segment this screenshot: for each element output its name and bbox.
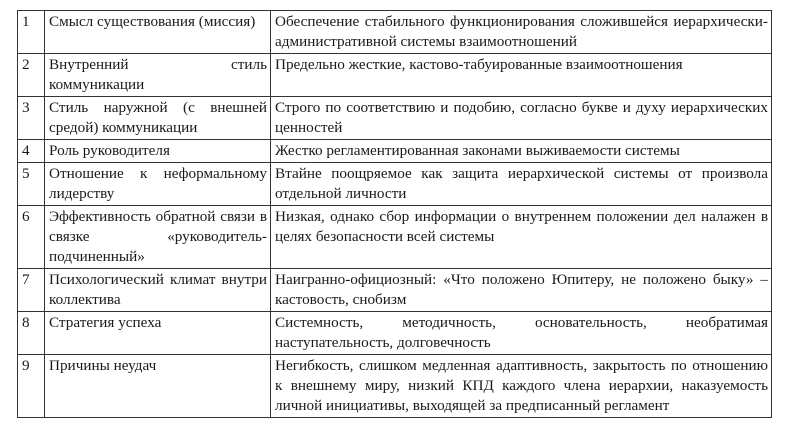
- row-parameter: Причины неудач: [45, 355, 271, 418]
- row-parameter: Эффективность обратной связи в связке «руководитель-подчиненный»: [45, 206, 271, 269]
- row-description: Низкая, однако сбор информации о внутреннем положении дел налажен в целях безопасности всей системы: [271, 206, 772, 269]
- row-description: Наигранно-официозный: «Что положено Юпитеру, не положено быку» – кастовость, снобизм: [271, 269, 772, 312]
- row-number: 9: [18, 355, 45, 418]
- row-number: 1: [18, 11, 45, 54]
- row-number: 8: [18, 312, 45, 355]
- row-description: Негибкость, слишком медленная адаптивность, закрытость по отношению к внешнему миру, низкий КПД каждого члена иерархии, наказуемость личной инициативы, выходящей за предписанный регламент: [271, 355, 772, 418]
- row-parameter: Роль руководителя: [45, 140, 271, 163]
- table-row: [18, 269, 772, 312]
- table-row: [18, 97, 772, 140]
- row-number: 2: [18, 54, 45, 97]
- row-parameter: Стратегия успеха: [45, 312, 271, 355]
- row-parameter: Отношение к неформальному лидерству: [45, 163, 271, 206]
- row-number: 4: [18, 140, 45, 163]
- characteristics-table: [17, 10, 772, 418]
- row-parameter: Стиль наружной (с внешней средой) коммуникации: [45, 97, 271, 140]
- row-parameter: Смысл существования (миссия): [45, 11, 271, 54]
- table-row: [18, 54, 772, 97]
- row-number: 5: [18, 163, 45, 206]
- row-number: 6: [18, 206, 45, 269]
- row-parameter: Внутренний стиль коммуникации: [45, 54, 271, 97]
- row-description: Строго по соответствию и подобию, согласно букве и духу иерархических ценностей: [271, 97, 772, 140]
- row-description: Предельно жесткие, кастово-табуированные взаимоотношения: [271, 54, 772, 97]
- row-description: Жестко регламентированная законами выживаемости системы: [271, 140, 772, 163]
- table-row: [18, 206, 772, 269]
- table-row: [18, 163, 772, 206]
- row-parameter: Психологический климат внутри коллектива: [45, 269, 271, 312]
- row-description: Обеспечение стабильного функционирования сложившейся иерархически-административной системы взаимоотношений: [271, 11, 772, 54]
- table-row: [18, 140, 772, 163]
- row-number: 7: [18, 269, 45, 312]
- row-description: Системность, методичность, основательность, необратимая наступательность, долговечность: [271, 312, 772, 355]
- row-number: 3: [18, 97, 45, 140]
- row-description: Втайне поощряемое как защита иерархической системы от произвола отдельной личности: [271, 163, 772, 206]
- table-row: [18, 11, 772, 54]
- table-row: [18, 355, 772, 418]
- table-row: [18, 312, 772, 355]
